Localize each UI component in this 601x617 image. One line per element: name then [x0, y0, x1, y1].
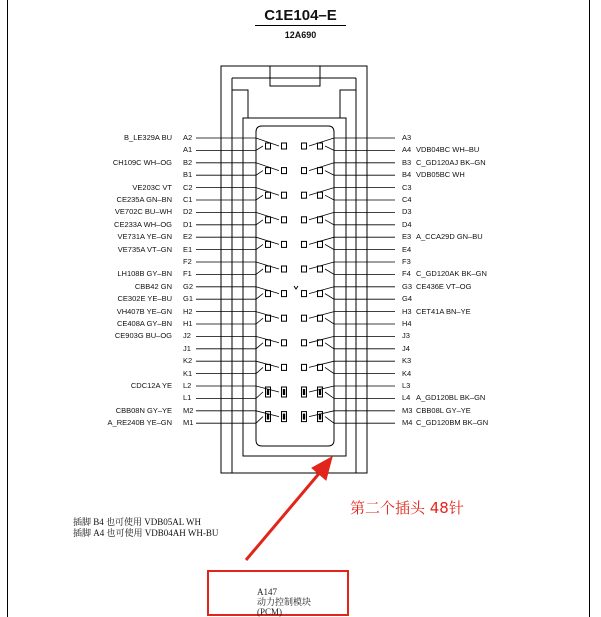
leader-line	[309, 312, 395, 319]
plug-annotation: 第二个插头 48针	[350, 499, 464, 517]
pin-label: C3	[402, 182, 412, 192]
wire-label: CE408A GY–BN	[116, 319, 172, 328]
leader-line	[196, 138, 279, 146]
pin-cavity	[318, 266, 323, 272]
wire-label: CE436E VT–OG	[416, 281, 472, 291]
leader-line	[196, 146, 263, 150]
pin-label: B3	[402, 157, 412, 167]
pin-label: J4	[402, 343, 410, 353]
wire-label: A_CCA29D GN–BU	[416, 232, 483, 242]
pin-terminal	[267, 414, 269, 420]
leader-line	[196, 361, 279, 367]
pin-cavity	[282, 143, 287, 149]
pin-label: G1	[183, 294, 194, 304]
pin-label: F4	[402, 269, 411, 279]
pin-label: M1	[183, 418, 194, 428]
wire-label: VE735A VT–GN	[117, 244, 172, 254]
pin-cavity	[302, 266, 307, 272]
alternate-pin-note-2: 插脚 A4 也可使用 VDB04AH WH-BU	[73, 528, 219, 538]
pin-label: M3	[402, 405, 413, 415]
pin-label: F3	[402, 257, 411, 266]
leader-line	[196, 237, 279, 244]
leader-line	[325, 146, 395, 150]
wire-label: CDC12A YE	[130, 381, 172, 390]
leader-line	[309, 336, 395, 342]
pin-label: D2	[183, 207, 193, 217]
pin-label: E3	[402, 232, 412, 242]
leader-line	[196, 269, 263, 274]
leader-line	[196, 195, 263, 200]
pin-cavity	[318, 192, 323, 198]
alternate-pin-note-1: 插脚 B4 也可使用 VDB05AL WH	[73, 517, 201, 527]
pin-label: E4	[402, 244, 412, 254]
leader-line	[325, 269, 395, 274]
pin-label: L4	[402, 393, 411, 403]
wire-label: VDB04BC WH–BU	[416, 145, 480, 155]
leader-line	[196, 417, 263, 424]
pin-cavity	[282, 192, 287, 198]
pin-label: K3	[402, 356, 412, 366]
pin-cavity	[318, 241, 323, 247]
wire-label: CE235A GN–BN	[116, 195, 172, 204]
pin-label: D1	[183, 219, 193, 229]
leader-line	[196, 163, 279, 171]
leader-line	[196, 312, 279, 319]
pin-label: J2	[183, 331, 191, 341]
leader-line	[309, 262, 395, 269]
wire-label: A_RE240B YE–GN	[107, 418, 172, 428]
pin-terminal	[267, 389, 269, 395]
pin-cavity	[282, 315, 287, 321]
wire-label: CE903G BU–OG	[114, 331, 172, 341]
leader-line	[325, 367, 395, 373]
pin-cavity	[266, 340, 271, 346]
leader-line	[325, 318, 395, 324]
leader-line	[196, 294, 263, 300]
pin-cavity	[266, 241, 271, 247]
pin-cavity	[318, 143, 323, 149]
connector-part-number: 12A690	[284, 30, 317, 40]
wire-label: CET41A BN–YE	[416, 306, 471, 316]
pin-label: H4	[402, 319, 412, 328]
leader-line	[325, 294, 395, 300]
module-id: A147	[257, 587, 277, 597]
wire-label: CE302E YE–BU	[117, 294, 172, 304]
pin-cavity	[282, 266, 287, 272]
wire-label: CBB08L GY–YE	[416, 405, 471, 415]
pin-label: C1	[183, 195, 193, 204]
pin-label: F1	[183, 269, 192, 279]
pin-label: J1	[183, 343, 191, 353]
module-highlight-box	[207, 570, 349, 616]
pin-label: A3	[402, 133, 412, 142]
center-key-mark	[294, 286, 298, 289]
pin-label: D3	[402, 207, 412, 217]
wire-label: VE702C BU–WH	[114, 207, 172, 217]
pin-cavity	[282, 340, 287, 346]
pin-cavity	[318, 168, 323, 174]
pin-cavity	[282, 241, 287, 247]
pin-label: M2	[183, 405, 194, 415]
pin-cavity	[282, 217, 287, 223]
pin-leader-lines	[196, 138, 395, 423]
pin-label: F2	[183, 257, 192, 266]
pin-cavity	[266, 143, 271, 149]
pin-label: E2	[183, 232, 193, 242]
pin-label: C4	[402, 195, 412, 204]
wire-label: VE203C VT	[132, 182, 172, 192]
connector-title: C1E104–E	[264, 7, 337, 24]
pin-label: C2	[183, 182, 193, 192]
pin-label: K2	[183, 356, 193, 366]
pin-label: A4	[402, 145, 412, 155]
pin-cavity	[318, 291, 323, 297]
pin-label: H2	[183, 306, 193, 316]
module-name: 动力控制模块	[257, 597, 312, 607]
leader-line	[196, 367, 263, 373]
pin-label: G2	[183, 281, 194, 291]
pin-label: G4	[402, 294, 413, 304]
leader-line	[196, 262, 279, 269]
leader-line	[325, 392, 395, 398]
pin-cavity	[266, 291, 271, 297]
module-abbr: (PCM)	[257, 607, 283, 617]
leader-line	[309, 361, 395, 367]
pin-grid	[266, 143, 323, 422]
pin-label: D4	[402, 219, 412, 229]
pin-label: K4	[402, 368, 412, 378]
leader-line	[196, 287, 279, 294]
leader-line	[196, 336, 279, 342]
pin-label: A2	[183, 133, 193, 142]
wire-label: VDB05BC WH	[416, 170, 465, 180]
leader-line	[196, 212, 279, 219]
pin-cavity	[282, 364, 287, 370]
pin-cavity	[302, 340, 307, 346]
pin-cavity	[266, 192, 271, 198]
pin-label: B4	[402, 170, 412, 180]
leader-line	[196, 392, 263, 398]
leader-line	[309, 188, 395, 196]
pin-cavity	[302, 168, 307, 174]
pin-label: J3	[402, 331, 410, 341]
leader-line	[196, 343, 263, 349]
pin-label: L2	[183, 381, 192, 390]
leader-line	[196, 220, 263, 225]
leader-line	[309, 287, 395, 294]
pin-cavity	[266, 168, 271, 174]
pin-label: H3	[402, 306, 412, 316]
wire-label: C_GD120AJ BK–GN	[416, 157, 486, 167]
red-pointer-arrow	[246, 457, 332, 560]
wire-label: CBB42 GN	[134, 281, 172, 291]
wire-label: CBB08N GY–YE	[115, 405, 172, 415]
pin-label: A1	[183, 145, 193, 155]
wire-label: VE731A YE–GN	[117, 232, 172, 242]
leader-line	[309, 138, 395, 146]
pin-label: L1	[183, 393, 192, 403]
pin-cavity	[302, 192, 307, 198]
wire-label: CE233A WH–OG	[114, 219, 172, 229]
wire-label: CH109C WH–OG	[112, 157, 172, 167]
pin-terminal	[283, 389, 285, 395]
leader-line	[325, 171, 395, 176]
pin-label: B1	[183, 170, 193, 180]
pin-label: H1	[183, 319, 193, 328]
leader-line	[325, 343, 395, 349]
leader-line	[325, 195, 395, 200]
leader-line	[309, 212, 395, 219]
wire-label: LH108B GY–BN	[117, 269, 172, 279]
pin-cavity	[302, 217, 307, 223]
leader-line	[196, 188, 279, 196]
pin-label: M4	[402, 418, 413, 428]
pin-label: E1	[183, 244, 193, 254]
leader-line	[196, 171, 263, 176]
wire-label: B_LE329A BU	[124, 133, 172, 142]
leader-line	[325, 220, 395, 225]
leader-line	[309, 237, 395, 244]
pin-cavity	[266, 266, 271, 272]
pin-cavity	[266, 217, 271, 223]
pin-terminal	[303, 414, 305, 420]
pin-cavity	[302, 143, 307, 149]
pin-cavity	[302, 241, 307, 247]
pin-cavity	[318, 217, 323, 223]
leader-line	[196, 244, 263, 249]
pin-label: G3	[402, 281, 413, 291]
connector-latch	[270, 66, 320, 86]
leader-line	[196, 318, 263, 324]
pin-cavity	[282, 291, 287, 297]
pin-cavity	[266, 315, 271, 321]
pin-cavity	[302, 291, 307, 297]
wire-label: C_GD120BM BK–GN	[416, 418, 489, 428]
leader-line	[325, 417, 395, 424]
pin-terminal	[303, 389, 305, 395]
pin-label: B2	[183, 157, 193, 167]
pin-cavity	[302, 315, 307, 321]
wire-label: VH407B YE–GN	[116, 306, 172, 316]
pin-label: L3	[402, 381, 411, 390]
wire-label: C_GD120AK BK–GN	[416, 269, 487, 279]
pin-label: K1	[183, 368, 193, 378]
leader-line	[325, 244, 395, 249]
pin-terminal	[283, 414, 285, 420]
leader-line	[309, 163, 395, 171]
wire-label: A_GD120BL BK–GN	[416, 393, 486, 403]
pin-cavity	[302, 364, 307, 370]
pin-cavity	[282, 168, 287, 174]
